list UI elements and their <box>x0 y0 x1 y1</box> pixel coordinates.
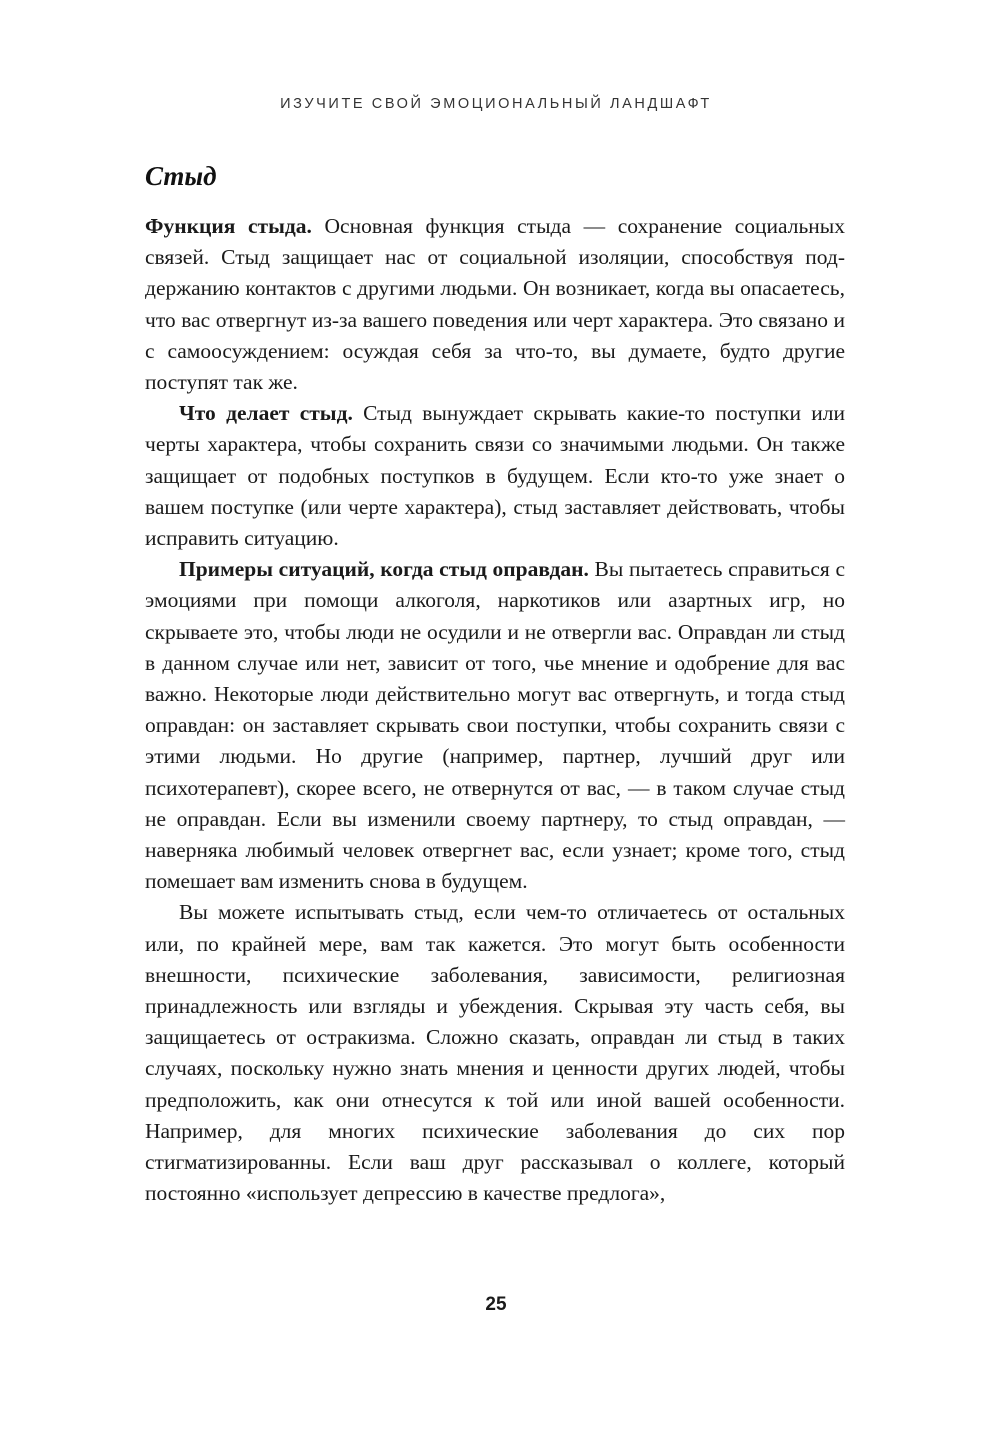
paragraph-justified-examples <box>145 554 845 897</box>
paragraph-text: Основная функция стыда — сохранение социальных связей. Стыд защищает нас от социальной изоляции, способствуя поддержанию контактов с другими людьми. Он возникает, когда вы опасаетесь, что вас отвергнут из-за вашего поведения или черт характера. Это связано и с самоосуждением: осуждая себя за что-то, вы думаете, будто другие поступят так же. <box>145 214 846 395</box>
paragraph-text: Вы можете испытывать стыд, если чем-то отличаетесь от остальных или, по крайней мере, вам так кажется. Это могут быть особенности внешности, психические заболевания, зависимости, религиозная принадлежность или взгляды и убеждения. Скрывая эту часть себя, вы защищаетесь от остракизма. Сложно сказать, оправдан ли стыд в таких случаях, поскольку нужно знать мнения и ценности других людей, чтобы предположить, как они отнесутся к той или иной вашей особенности. Например, для многих психические заболевания до сих пор стигматизированны. Если ваш друг рассказывал о коллеге, который постоянно «использует депрессию в качестве предлога», <box>145 900 845 1206</box>
section-title: Стыд <box>145 161 217 191</box>
paragraph-text: Стыд вынуждает скрывать какие-то поступки или черты характера, чтобы сохранить связи со значимыми людьми. Он также защищает от подобных поступков в будущем. Если кто-то уже знает о вашем поступке (или черте характера), стыд заставляет действовать, чтобы исправить ситуацию. <box>145 401 845 551</box>
page-number: 25 <box>485 1294 507 1315</box>
running-head: ИЗУЧИТЕ СВОЙ ЭМОЦИОНАЛЬНЫЙ ЛАНДШАФТ <box>280 96 712 112</box>
paragraph-lead: Примеры ситуаций, когда стыд оправдан. <box>179 557 589 582</box>
paragraph-text: Вы пытаетесь справиться с эмоциями при помощи алкоголя, наркотиков или азартных игр, но скрываете это, чтобы люди не осудили и не отвергли вас. Оправдан ли стыд в данном случае или нет, зависит от того, чье мнение и одобрение для вас важно. Некоторые люди действительно могут вас отвергнуть, и тогда стыд оправдан: он заставляет скрывать свои поступки, чтобы сохранить связи с этими людьми. Но другие (например, партнер, лучший друг или психотерапевт), скорее всего, не отвернутся от вас, — в таком случае стыд не оправдан. Если вы изменили своему партнеру, то стыд оправдан, — наверняка любимый человек отвергнет вас, если узнает; кроме того, стыд помешает вам изменить снова в будущем. <box>145 557 845 894</box>
paragraph-being-different <box>145 897 845 1209</box>
body-text <box>145 156 845 1210</box>
paragraph-lead: Функция стыда. <box>145 214 312 238</box>
paragraph-what-shame-does <box>145 398 845 554</box>
paragraph-lead: Что делает стыд. <box>179 401 353 426</box>
paragraph-shame-function <box>145 211 845 398</box>
